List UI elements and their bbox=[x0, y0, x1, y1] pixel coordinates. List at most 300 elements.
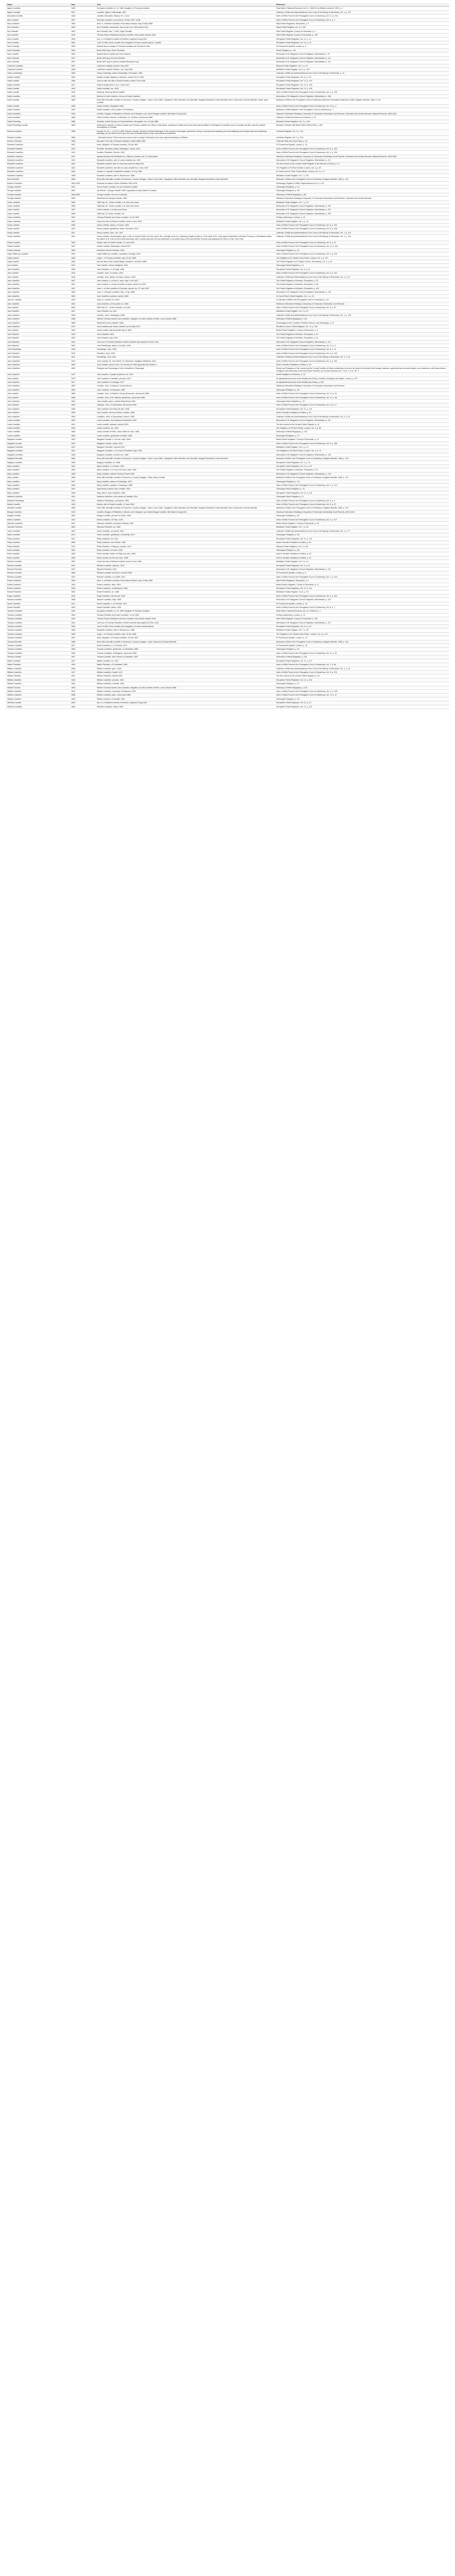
table-row bbox=[6, 162, 449, 166]
cell-reference: Index of Wills Proved in the Prerogative Court of Canterbury, Vol. V, p. 316 bbox=[275, 252, 449, 256]
cell-year: 1665 bbox=[70, 256, 95, 260]
cell-reference: Memorials of St. Margaret's Church Registers, Westminster, p. 290 bbox=[275, 204, 449, 208]
cell-text: William Thomas married Joan Lewellinn, daughter of Lewis Lewellin of Peter, Lower around 1666 bbox=[95, 317, 275, 321]
column-header-text[interactable]: Text bbox=[95, 3, 275, 7]
table-row bbox=[6, 449, 449, 453]
table-row bbox=[6, 503, 449, 506]
cell-reference: Middlesex Parish Register, Vol. 2, p. 14 bbox=[275, 560, 449, 564]
cell-text: Entry 366, Meredith Lewellin of Horsemon, County Cardigan - Date 4 June 1666 - Daughters: Ellen Meredith, Ann Meredith, Margaret Meredith & Jane Meredith bbox=[95, 178, 275, 181]
table-row bbox=[6, 67, 449, 71]
cell-name: Mary Lewellinn bbox=[6, 480, 70, 483]
table-row bbox=[6, 178, 449, 181]
cell-year: 1654 bbox=[70, 41, 95, 45]
table-row bbox=[6, 75, 449, 79]
cell-text: William Lewellinn, yeoman, 1640 bbox=[95, 678, 275, 682]
table-row bbox=[6, 701, 449, 705]
cell-year: 1631 bbox=[70, 162, 95, 166]
cell-text: Daniell Lewellin, Baptism in Worthen, buried Feb 11 1654 bbox=[95, 75, 275, 79]
cell-reference: Glamorgan Pedigrees, p. 94 bbox=[275, 648, 449, 651]
cell-text: William Thomas married Joan Lewellinn, daughter of Lewis Lewellin of Peter, Lower around 1666 bbox=[95, 686, 275, 689]
cell-text: David Lewellin, Shropshire 1698 bbox=[95, 104, 275, 108]
cell-year: 1638 bbox=[70, 313, 95, 317]
cell-year: 1622 bbox=[70, 529, 95, 533]
table-row bbox=[6, 648, 449, 651]
cell-name: David Llewellinn bbox=[6, 112, 70, 115]
table-row bbox=[6, 629, 449, 632]
cell-reference: Memorials of St. Margaret's Church Registers, Westminster, p. 417 bbox=[275, 159, 449, 162]
cell-year: 1565 bbox=[70, 579, 95, 583]
cell-text: Philip Lewellinn, bur. 1611 bbox=[95, 537, 275, 540]
cell-text: Lewis Lewellinn, the husband of Elizabeth, 1620 bbox=[95, 419, 275, 422]
cell-text: Lewellin, Joan, Treddington, 1638 bbox=[95, 313, 275, 317]
cell-reference: Shropshire Parish Registers, Vol. 12, p. 105 bbox=[275, 83, 449, 87]
cell-reference: Dictionary of Welsh Biography, p. 143 bbox=[275, 686, 449, 689]
cell-year: 1652 bbox=[70, 682, 95, 686]
cell-year: 1678 bbox=[70, 689, 95, 693]
cell-year: 1606 bbox=[70, 667, 95, 670]
cell-year: 1696 bbox=[70, 491, 95, 495]
table-row bbox=[6, 185, 449, 189]
cell-text: William Lewellinn, Cardiff, 1617 bbox=[95, 670, 275, 674]
cell-reference: Middlesex Parish Register, Vol. 7, p. 96 bbox=[275, 174, 449, 177]
table-row bbox=[6, 396, 449, 399]
cell-name: Agnes Lewellinn bbox=[6, 7, 70, 10]
cell-year: 1666 bbox=[70, 98, 95, 105]
cell-text: Entry 366, Meredith Lewellin of Horsemon, County Cardigan - Date 4 June 1666 - Daughters: Ellen Meredith, Ann Meredith, Margaret Meredith & Jane Meredith bbox=[95, 457, 275, 461]
column-header-year[interactable]: Year bbox=[70, 3, 95, 7]
table-row bbox=[6, 583, 449, 586]
cell-year: 1666 bbox=[70, 686, 95, 689]
cell-year: 1618 bbox=[70, 617, 95, 621]
cell-reference: Memorials of St. Margaret's Church Registers, Westminster, p. 297 bbox=[275, 208, 449, 212]
cell-reference: Glamorgan Pedigrees, p. 44 bbox=[275, 185, 449, 189]
cell-reference: Shropshire Parish Registers, Vol. 12, p. 118 bbox=[275, 678, 449, 682]
cell-year: 1666 bbox=[70, 506, 95, 510]
cell-year: 1604 bbox=[70, 438, 95, 442]
cell-text: Elizabeth Lewellinn, wife of Lewis Lewellinn bur. 1621 bbox=[95, 159, 275, 162]
cell-name: John Lewellinn bbox=[6, 381, 70, 384]
cell-reference: Dictionary of Welsh Biography, p. 143 bbox=[275, 430, 449, 434]
cell-name: Morris Lewellinn bbox=[6, 518, 70, 521]
cell-reference: Historical Collections Relating to Gwynedd, A Transcript of Admiralty Court Records, 1603-1640 bbox=[275, 510, 449, 514]
table-row bbox=[6, 480, 449, 483]
cell-year: 1618 bbox=[70, 33, 95, 37]
cell-year: 1604 bbox=[70, 29, 95, 33]
table-row bbox=[6, 329, 449, 332]
table-row bbox=[6, 510, 449, 514]
cell-text: Margaret Lewellinn, d. of Lewis & Elizabeth, bapt. 1631 bbox=[95, 449, 275, 453]
cell-reference: Bristol Parish Registers, County of Gloucester, p. 4 bbox=[275, 329, 449, 332]
cell-text: William Lewellinn, of Neath, 1652 bbox=[95, 682, 275, 686]
cell-name: William Lewellinn bbox=[6, 697, 70, 701]
cell-year: 1620 bbox=[70, 419, 95, 422]
cell-year: 1631 bbox=[70, 422, 95, 426]
cell-name: Joan Lewellinn bbox=[6, 317, 70, 321]
cell-text: Elizabeth Lewellin, wife of Lewis was buried 16 May 1631 bbox=[95, 162, 275, 166]
cell-text: Walter Flewellen, of Southwark, 1659 bbox=[95, 663, 275, 667]
table-row bbox=[6, 495, 449, 499]
cell-year: 1697 bbox=[70, 655, 95, 659]
cell-year: 1670 bbox=[70, 545, 95, 548]
cell-name: John Flewellen bbox=[6, 340, 70, 344]
cell-reference: Index of Wills Proved in the Prerogative Court of Canterbury, Vol. 7, p. 66 bbox=[275, 663, 449, 667]
cell-text: Iaptised (burial) 1620 Elizabeth Inc. Wilson's Lewellin, the 13 of December bbox=[95, 155, 275, 158]
cell-reference: Middlesex Parish Register, Vol. 7, p. 29 bbox=[275, 200, 449, 204]
table-row bbox=[6, 79, 449, 83]
cell-text: David ap Jevan ap David Lewellin bbox=[95, 91, 275, 94]
cell-year: 1654 bbox=[70, 625, 95, 629]
cell-year: 1604-1676 bbox=[70, 181, 95, 185]
cell-text: Ann Fl'ewellen, servauntes, dau of Ivan, bur. 1604 (death 1ed) bbox=[95, 26, 275, 29]
cell-name: Rees Lewellinn bbox=[6, 548, 70, 552]
cell-text: Ivan of Gwen Lewellyn, the son of David Lewellen bbox=[95, 185, 275, 189]
table-row bbox=[6, 564, 449, 567]
cell-reference: Memorials of St. Margaret's Church Registers, Westminster, p. 411 bbox=[275, 60, 449, 64]
table-row bbox=[6, 116, 449, 120]
cell-year: 1565 bbox=[70, 22, 95, 26]
cell-name: Thomas Lewellinn bbox=[6, 613, 70, 617]
table-row bbox=[6, 33, 449, 37]
cell-name: Mary Lewellinn bbox=[6, 484, 70, 487]
cell-name: Ivan Lewellin bbox=[6, 264, 70, 267]
table-row bbox=[6, 506, 449, 510]
cell-reference: Dwnn's Heraldic Visitations of Wales, p. 61 bbox=[275, 411, 449, 415]
table-row bbox=[6, 514, 449, 518]
cell-year: 1647 bbox=[70, 522, 95, 526]
cell-reference: Shropshire Parish Registers, Vol. 12, p. 103 bbox=[275, 79, 449, 83]
cell-reference: Glamorgan Pedigrees, p. 99 bbox=[275, 697, 449, 701]
cell-text: John Lewellin, (son) of Hon, of a Survey for 1660 appointed by Charles II bbox=[95, 363, 275, 367]
cell-year: 1667 bbox=[70, 208, 95, 212]
cell-name: George Llewellin bbox=[6, 197, 70, 200]
cell-reference: Bristol Parish Registers, County of Gloucester, p. 44 bbox=[275, 522, 449, 526]
table-row bbox=[6, 400, 449, 403]
cell-reference: Index of Wills Proved in the Prerogative Court of Canterbury, Vol. 5, p. 322 bbox=[275, 223, 449, 227]
cell-text: Mary Lewellinn, spinster, of Swansea, 1680 bbox=[95, 484, 275, 487]
cell-reference: The Parish Registers of Worthen, Shropshire, p. 103 bbox=[275, 286, 449, 290]
cell-reference: Abstracts of Wills in the Prerogative Court of Canterbury, Register Meedith, 1666, p. 110 bbox=[275, 506, 449, 510]
cell-reference: Index of Wills Proved in the Prerogative Court of Canterbury, Vol. XI, p. 52 bbox=[275, 651, 449, 655]
cell-name: William Lewellinn bbox=[6, 682, 70, 686]
cell-name: John Llewelyn bbox=[6, 403, 70, 407]
cell-text: Elizabeth Lewellinn, the wife of Lewis Lewellin bur. 6 Nov 1632 bbox=[95, 166, 275, 170]
cell-year: 1665 bbox=[70, 291, 95, 294]
cell-text: Lewellen, Agnes, Harborough, 1537 bbox=[95, 10, 275, 14]
cell-name: Grace Lewellin bbox=[6, 223, 70, 227]
cell-reference: Shropshire Parish Registers, Vol. 12, p. 102 bbox=[275, 537, 449, 540]
cell-text: Ivan Lewellin, mercer, Bridgend, 1614 bbox=[95, 264, 275, 267]
column-header-reference[interactable]: Reference bbox=[275, 3, 449, 7]
table-row bbox=[6, 674, 449, 678]
cell-name: John Lewellinn bbox=[6, 325, 70, 328]
cell-reference: Stepney Parish Registers, Vol. 1, p. 91 bbox=[275, 64, 449, 67]
cell-name: Robert Lewellinn bbox=[6, 586, 70, 590]
cell-name: William Flewellin bbox=[6, 674, 70, 678]
cell-text: Lewellin, Elizabeth, Glos'ter, 1619 bbox=[95, 151, 275, 155]
table-row bbox=[6, 388, 449, 392]
cell-year: 1643 bbox=[70, 298, 95, 302]
table-row bbox=[6, 590, 449, 594]
table-row bbox=[6, 438, 449, 442]
cell-name: David Lewellin bbox=[6, 87, 70, 90]
table-row bbox=[6, 522, 449, 526]
cell-text: Entry 366, Meredith Lewellin of Horsemon, County Cardigan - Sons: David and Thomas Meredith bbox=[95, 640, 275, 643]
cell-reference: Middlesex Parish Register, Vol. 4, p. 12 bbox=[275, 445, 449, 449]
cell-text: 1668 Sep 15, Grace Lewellin, bur. bbox=[95, 212, 275, 215]
table-row bbox=[6, 14, 449, 18]
cell-text: Ann, d. of Winifred Lewellin of Worthen, baptized 5 Aug 1643 bbox=[95, 701, 275, 705]
cell-name: Richard Lewellinn bbox=[6, 564, 70, 567]
cell-reference: Abstracts of Wills Register in the Prerogative Court of Canterbury, p. 7 bbox=[275, 108, 449, 112]
cell-reference: Memorials of St. Margaret's Church Registers, Westminster, p. 188 bbox=[275, 94, 449, 98]
cell-text: Matthew Lewellinn, of the parish of Llandaff, 1614 bbox=[95, 495, 275, 499]
cell-text: Thomas Flewelen and Grace Lewellen, 10 Jul 1602 bbox=[95, 216, 275, 219]
cell-name: Roger Lewellinn bbox=[6, 594, 70, 598]
cell-year: 1613 bbox=[70, 564, 95, 567]
cell-reference: Dwnn's Heraldic Visitations of Wales, p. 62 bbox=[275, 552, 449, 556]
cell-year: 1637 bbox=[70, 567, 95, 571]
cell-reference: St Thomas the Apostle, London, p. 13 bbox=[275, 636, 449, 640]
table-row bbox=[6, 29, 449, 33]
cell-text: John Lewellinn, of Swansea, 1684 bbox=[95, 388, 275, 392]
cell-text: David Lewellin (Irat) 3, bur. 4 June 1617 bbox=[95, 83, 275, 87]
cell-name: Rees Lewellinn bbox=[6, 556, 70, 560]
table-row bbox=[6, 53, 449, 56]
table-row bbox=[6, 64, 449, 67]
cell-name: John Flewellin bbox=[6, 336, 70, 340]
cell-name: Margery Lewellinn bbox=[6, 461, 70, 464]
cell-reference: Index of Wills Proved in the Prerogative Court of Canterbury, Vol. V, p. 316 bbox=[275, 91, 449, 94]
cell-name: Ann Flowellen bbox=[6, 26, 70, 29]
cell-name: Howell Lewellin bbox=[6, 245, 70, 248]
cell-name: Susan Flewellin bbox=[6, 606, 70, 609]
cell-text: Married Anne Lewellyn of Thomas Lewellyn and Thomas for wife bbox=[95, 45, 275, 48]
cell-year: 1683 bbox=[70, 648, 95, 651]
cell-reference: An Alphabetical Account of the Nobility and Gentry, p. 228 bbox=[275, 381, 449, 384]
cell-name: Ann Flewellin bbox=[6, 29, 70, 33]
cell-name: Jane Lewellinn bbox=[6, 294, 70, 298]
cell-year: 1627 bbox=[70, 231, 95, 234]
cell-name: John Llewellinn bbox=[6, 363, 70, 367]
cell-reference: Calendar Rolls and Court Pleas, p. 18 bbox=[275, 140, 449, 143]
cell-reference: Calendar of Wills and Administrations in the Court of the Bishop of Worcester, Vol. 1, p. 77 bbox=[275, 529, 449, 533]
cell-text: Richard Lewellinn, labourer, 1613 bbox=[95, 564, 275, 567]
cell-text: Flewellin, Elizabeth, widow, Newington, Surrey, 1615 bbox=[95, 147, 275, 150]
table-row bbox=[6, 373, 449, 377]
cell-name: Henry Lewellin bbox=[6, 227, 70, 231]
cell-reference: Memorials of St. Margaret's Church Registers, Westminster, p. 131 bbox=[275, 567, 449, 571]
cell-year: 1690 bbox=[70, 651, 95, 655]
cell-reference: Shropshire Parish Registers, Vol. 12, p. 122 bbox=[275, 705, 449, 708]
cell-name: John Lewellin bbox=[6, 396, 70, 399]
cell-text: Roger Lewellinn, Monmouth, 1616 bbox=[95, 594, 275, 598]
cell-reference: Rose Marie, Historical Records, Vol. XL, 1936-39, by William Leweline, 1939, p. 1 bbox=[275, 7, 449, 10]
cell-text: John son of Thomas Flewellen of North Hamleth was baptized 24 Dec 1641 bbox=[95, 340, 275, 344]
cell-year: 1619 bbox=[70, 445, 95, 449]
table-row bbox=[6, 526, 449, 529]
cell-reference: Index of Wills Proved in the Prerogative Court of Canterbury, Vol. 5, p. 322 bbox=[275, 272, 449, 275]
table-row bbox=[6, 245, 449, 248]
cell-text: Sarah Lewellinn, d. of Thomas, 1671 bbox=[95, 644, 275, 648]
cell-year: 1637 bbox=[70, 283, 95, 286]
cell-year: 1686 bbox=[70, 693, 95, 697]
cell-reference: Berkshire Transfer with Remit 1906 (1906 t4799), p. 186 bbox=[275, 124, 449, 130]
cell-text: Ann, d. of Winifred Lewellin of Worthen, baptized 5 Aug 1643 bbox=[95, 37, 275, 41]
table-row bbox=[6, 415, 449, 418]
cell-reference: The Parish Registers of Worthen, Shropshire, p. 91 bbox=[275, 468, 449, 472]
table-row bbox=[6, 174, 449, 177]
cell-name: Henry Lewellin bbox=[6, 231, 70, 234]
cell-reference: Index of Wills Proved in the Prerogative Court of Canterbury, Vol. XII, p. 4 bbox=[275, 104, 449, 108]
cell-text: Flewellin, David, Esq'uire of Gloucestershire, Wroughton. bur. 19 July 1688 bbox=[95, 120, 275, 123]
cell-name: Lewis Lewellinn bbox=[6, 430, 70, 434]
cell-text: 1666 Sep 15 - Grace Lewellin, d of John and Grace bbox=[95, 204, 275, 208]
cell-name: Walter Flewellen bbox=[6, 663, 70, 667]
cell-year: 1605 bbox=[70, 223, 95, 227]
cell-year: 1662 bbox=[70, 526, 95, 529]
cell-reference: Shropshire Parish Registers, Vol. 3, p. 21 bbox=[275, 564, 449, 567]
cell-reference: Hele Parish Register, County of Gloucester, p. 108 bbox=[275, 617, 449, 621]
table-row bbox=[6, 499, 449, 502]
cell-text: Entry 366, Meredith Lewellin of Horsemon, County Cardigan - Date 4 June 1666 - Daughters: Ellen Meredith, Ann Meredith, Margaret Meredith & Jane Meredith; Sons: David and Thomas Meredith bbox=[95, 506, 275, 510]
table-row bbox=[6, 442, 449, 445]
cell-name: Margaret Lewellinn bbox=[6, 453, 70, 456]
cell-year: 1667 bbox=[70, 143, 95, 147]
cell-reference: Index of Wills Proved in the Prerogative Court of Canterbury, Vol. 6, p. 7 bbox=[275, 606, 449, 609]
cell-text: Mentioned Howell Llewellin, 1652 bbox=[95, 248, 275, 252]
cell-name: Mary Lewellinn bbox=[6, 472, 70, 476]
cell-name: Elizabeth Lewellinn bbox=[6, 170, 70, 174]
cell-reference: Historical Collections Relating to Gwynedd, A Transcript of Admiralty Court Records, Calendars and Certain Records bbox=[275, 197, 449, 200]
table-row bbox=[6, 135, 449, 139]
cell-name: David Flewelling bbox=[6, 120, 70, 123]
cell-reference: Memorials of St. Margaret's Church Registers, Westminster, p. 143 bbox=[275, 453, 449, 456]
cell-year: 1612 bbox=[70, 355, 95, 359]
cell-reference: Shropshire Parish Registers, Vol. 12, p. 15 bbox=[275, 625, 449, 629]
cell-text: Henry Lewellin, Glos., bur. 1627 bbox=[95, 231, 275, 234]
table-row bbox=[6, 468, 449, 472]
cell-year: 1650 bbox=[70, 590, 95, 594]
cell-text: Mention of Joan Lewellen, the son of David Lewellen bbox=[95, 94, 275, 98]
cell-reference: Genealogy: Register of Wills, Regimental and Vol. 4, p. 93 bbox=[275, 181, 449, 185]
cell-year: 1617 bbox=[70, 670, 95, 674]
cell-year: 1612 bbox=[70, 442, 95, 445]
table-row bbox=[6, 155, 449, 158]
table-row bbox=[6, 411, 449, 415]
cell-name: John Flewellin bbox=[6, 332, 70, 336]
cell-name: William Lewellinn bbox=[6, 693, 70, 697]
cell-name: Thomas Lewellinn bbox=[6, 609, 70, 613]
cell-text: Hugh L. of Thomas Lewellinn, bap. 20 Jan 1665 bbox=[95, 256, 275, 260]
table-row bbox=[6, 636, 449, 640]
cell-reference: Middlesex Parish Register, Vol. 6, p. 99 bbox=[275, 590, 449, 594]
cell-text: Llewelyn, John, of Carmarthen, will proved 1694 bbox=[95, 403, 275, 407]
cell-name: Walter Lewellinn bbox=[6, 659, 70, 663]
cell-reference: Calendar of Wills and Administrations in the Court of the Bishop of Worcester, p. 14 bbox=[275, 72, 449, 75]
cell-name: Philip Lewellinn bbox=[6, 537, 70, 540]
cell-year: 1668 bbox=[70, 129, 95, 135]
cell-text: Pedigree and Genealogy of John Llewellinn of Glamorgan bbox=[95, 367, 275, 373]
cell-text: Lewellin, Jane, of London, 1616 bbox=[95, 272, 275, 275]
cell-reference: Historical Collections Relating to Gwynedd, A Transcript of Admiralty Court Records, Calendars and Certain Records, National Records, 1603-1640 bbox=[275, 112, 449, 115]
cell-reference: Dictionary of Welsh Biography, p. 88 bbox=[275, 193, 449, 196]
cell-name: Jane ux. Lewellin bbox=[6, 298, 70, 302]
cell-year: 1671 bbox=[70, 644, 95, 648]
cell-text: Robert Flewellen, bu. 1650 bbox=[95, 590, 275, 594]
cell-reference: Stepney Parish Registers, Vol. 2, p. 88 bbox=[275, 545, 449, 548]
table-row bbox=[6, 609, 449, 613]
cell-reference: Middlesex Parish Register, Vol. 7, p. 96 bbox=[275, 629, 449, 632]
cell-text: Hugh Griffith ap Lewellinn, Llanidloes, Denbigh, 1619 bbox=[95, 252, 275, 256]
cell-name: John Lewellinn bbox=[6, 411, 70, 415]
cell-text: William Flewellin, married 1631 bbox=[95, 674, 275, 678]
table-row bbox=[6, 283, 449, 286]
cell-text: Nicholas Flewellen, bu. 1662 bbox=[95, 526, 275, 529]
cell-reference: Rose Marie, Historical Records, Vol. XL, 1936-39, p. 1 bbox=[275, 609, 449, 613]
cell-year: 1667 bbox=[70, 636, 95, 640]
cell-name: Catherine Lewellin bbox=[6, 67, 70, 71]
cell-reference: Calendar of Wills and Administrations in the Court of the Bishop of Worcester, Vol. 1, p. 92 bbox=[275, 275, 449, 279]
cell-name: Eleanor Flewellen bbox=[6, 181, 70, 185]
cell-reference: Calendar of Wills and Admons at Hereford, p. 33 bbox=[275, 116, 449, 120]
cell-text: Grace the wife of Richard Lewellin, buried 4 June 1602 bbox=[95, 219, 275, 223]
cell-year: 1689 bbox=[70, 124, 95, 130]
cell-year: 1632 bbox=[70, 426, 95, 430]
cell-year: 1676 bbox=[70, 185, 95, 189]
cell-text: Thomas Flewelen and Grace Lewellen, 10 Jul 1602 bbox=[95, 613, 275, 617]
cell-name: Anne Flewellin bbox=[6, 56, 70, 60]
cell-year: 1602 bbox=[70, 216, 95, 219]
cell-name: Grace Lewellin bbox=[6, 212, 70, 215]
cell-name: Grace Lewellinn bbox=[6, 216, 70, 219]
cell-name: John Lewellinn bbox=[6, 400, 70, 403]
cell-text: Richard Flewellen, 1637 bbox=[95, 567, 275, 571]
cell-name: Owen Lewellinn bbox=[6, 533, 70, 537]
cell-name: David Lewellin bbox=[6, 98, 70, 105]
cell-text: John Lewellin, gent., married Mary Bevan 1691 bbox=[95, 400, 275, 403]
cell-text: Thomas Lewellin, clerk, Rector of Llanmaes, 1697 bbox=[95, 655, 275, 659]
column-header-name[interactable]: Name bbox=[6, 3, 70, 7]
cell-text: Margaret Lewellin, d. of Evan, bapt. 1604 bbox=[95, 438, 275, 442]
cell-year: 1613 bbox=[70, 359, 95, 363]
cell-text: Mary Lewellinn, d. of John and Jane, bapt. 1639 bbox=[95, 468, 275, 472]
cell-text: Jane Lewellin, d. of John & Jane, bapt. 6 Oct 1627 bbox=[95, 279, 275, 283]
cell-year: 1616 bbox=[70, 272, 95, 275]
cell-year: 1697 bbox=[70, 60, 95, 64]
cell-reference: Index of Wills Proved in the Prerogative Court of Canterbury, Vol. VI, p. 344 bbox=[275, 245, 449, 248]
cell-name: William Lewellinn bbox=[6, 667, 70, 670]
cell-text: Anne, daughter of Thomas Lewellinn, 16 Jan 1667 bbox=[95, 143, 275, 147]
table-row bbox=[6, 48, 449, 52]
cell-year: 1680 bbox=[70, 434, 95, 437]
table-row bbox=[6, 302, 449, 306]
cell-text: Thomas Lewellinn, gentleman, of Llantrisant, 1683 bbox=[95, 648, 275, 651]
cell-name: John Lewellinn bbox=[6, 415, 70, 418]
cell-reference: Bristol Parish Registers, County of Gloucester, p. 12 bbox=[275, 438, 449, 442]
cell-name: John Lewellinn bbox=[6, 388, 70, 392]
cell-year: 1666 bbox=[70, 321, 95, 325]
cell-reference: Index of Wills Proved in the Prerogative Court of Canterbury, Vol. 6, p. 9 bbox=[275, 499, 449, 502]
cell-year: 1698 bbox=[70, 556, 95, 560]
cell-year: 1636 bbox=[70, 499, 95, 502]
table-row bbox=[6, 22, 449, 26]
cell-text: Jane Lewellin, d. of John Lewellin of Upton, buried Oct 1637 bbox=[95, 283, 275, 286]
cell-name: Thomas Lewellinn bbox=[6, 644, 70, 648]
cell-name: Elizabeth Lewellinn bbox=[6, 162, 70, 166]
table-row bbox=[6, 10, 449, 14]
cell-reference: Index of Wills Proved in the Prerogative Court of Canterbury, Vol. XII, p. 3 bbox=[275, 403, 449, 407]
cell-text: Lewis Lewellin, widower, married 1631 bbox=[95, 422, 275, 426]
